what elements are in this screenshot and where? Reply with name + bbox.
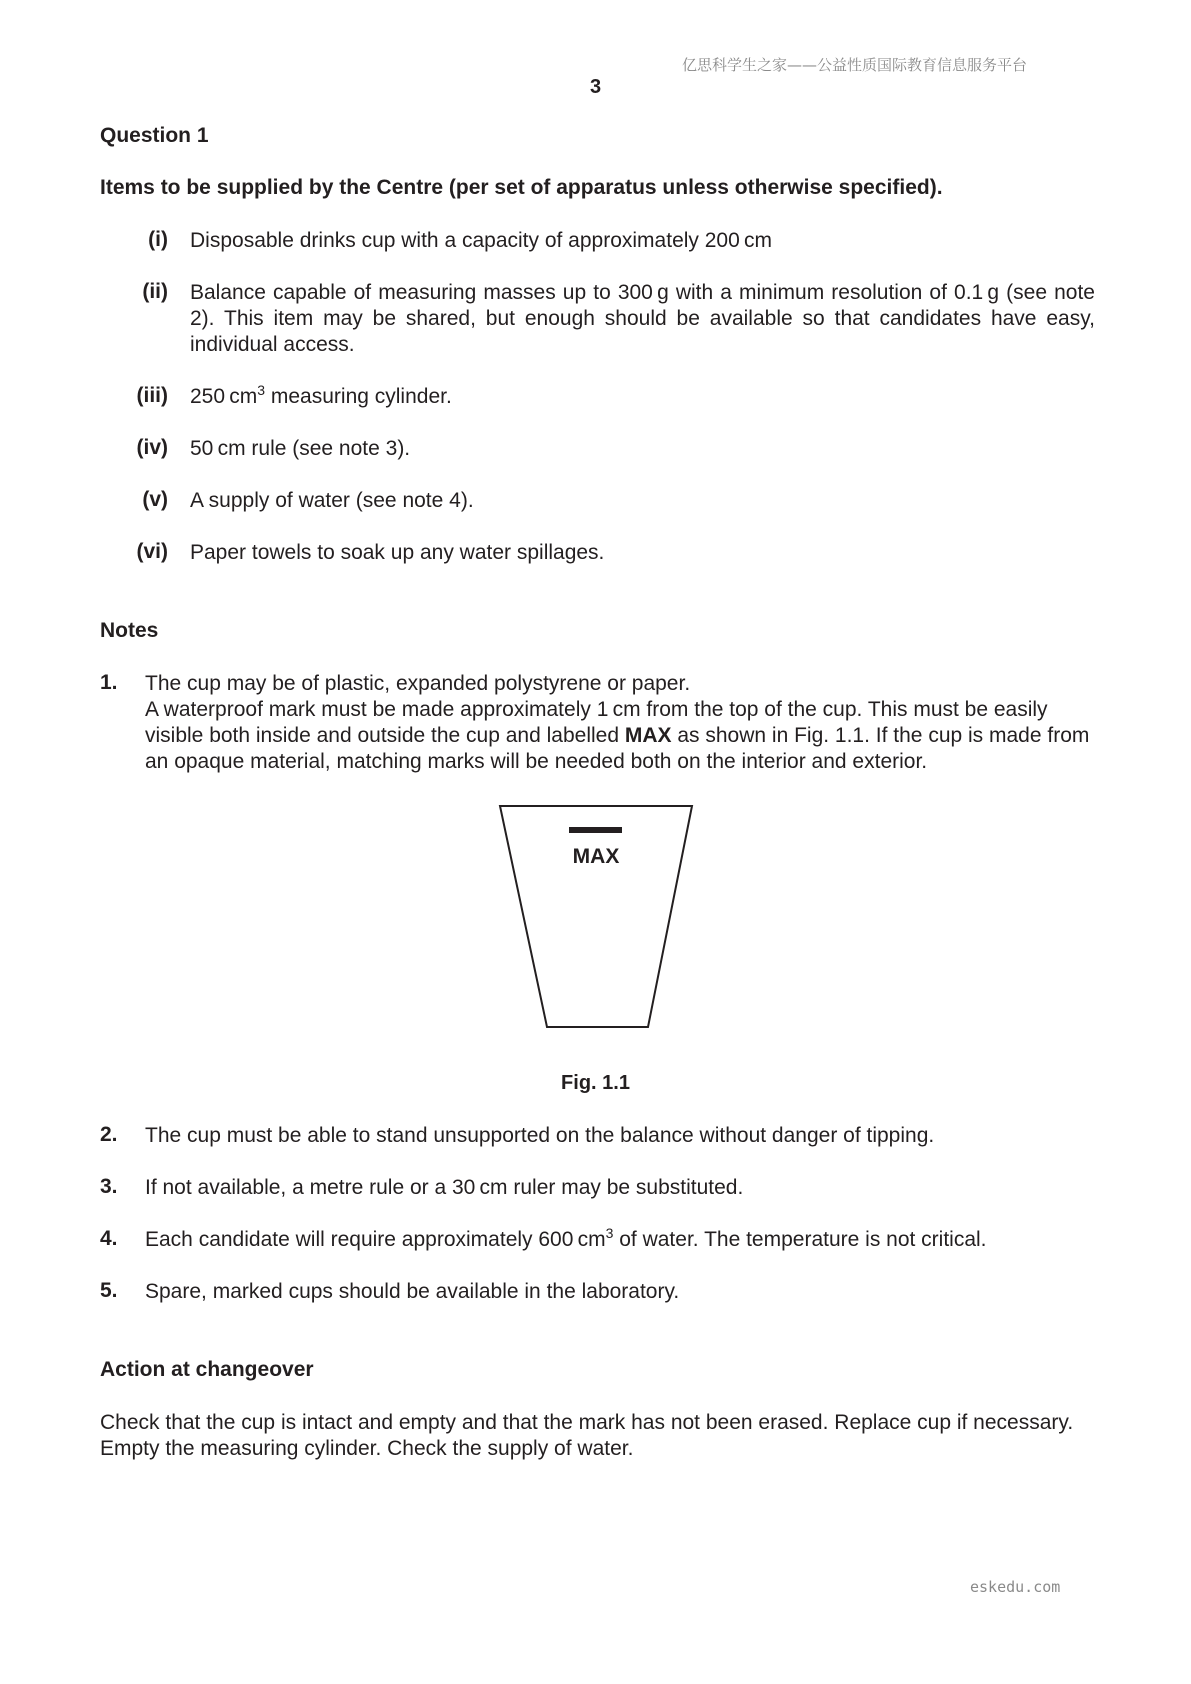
changeover-text: Check that the cup is intact and empty and that the mark has not been erased. Replace cup if necessary. Empty the measuring cylinder. Check the supply of water. [100,1411,1074,1460]
page-number: 3 [589,76,602,98]
cup-diagram [490,795,702,1035]
note-1-text [145,671,1095,775]
changeover-heading: Action at changeover [100,1358,314,1381]
supply-heading: Items to be supplied by the Centre (per set of apparatus unless otherwise specified). [100,176,943,199]
note-1-max: MAX [624,724,672,747]
note-1-pre: A waterproof mark must be made approximately 1 cm from the top of the cup. This must be easily visible both inside and outside the cup and labelled [145,698,1048,747]
note-2-text: The cup must be able to stand unsupported on the balance without danger of tipping. [145,1124,935,1147]
item-text-iii-pre: 250 cm [190,385,258,408]
note-1-line1: The cup may be of plastic, expanded polystyrene or paper. [145,672,691,695]
note-1-post: as shown in Fig. 1.1. If the cup is made from an opaque material, matching marks will be needed both on the interior and exterior. [145,724,1090,773]
max-label: MAX [572,845,620,868]
note-5-number: 5. [100,1279,118,1302]
cup-outline [500,806,692,1027]
notes-heading: Notes [100,619,159,642]
note-4-pre: Each candidate will require approximately 600 cm [145,1228,606,1251]
max-mark-line [569,827,622,833]
note-4-superscript: 3 [605,1225,614,1241]
footer-site: eskedu.com [970,1578,1061,1596]
figure-caption: Fig. 1.1 [561,1072,630,1094]
item-label-v: (v) [142,488,168,511]
item-label-iv: (iv) [136,436,168,459]
item-text-iii [190,384,1095,410]
item-label-iii: (iii) [136,384,168,407]
superscript-3: 3 [257,382,266,398]
watermark-text: 亿思科学生之家——公益性质国际教育信息服务平台 [682,56,1028,74]
note-4-post: of water. The temperature is not critical. [613,1228,987,1251]
item-label-ii: (ii) [142,280,168,303]
item-text-i: Disposable drinks cup with a capacity of approximately 200 cm [190,229,772,252]
note-3-text: If not available, a metre rule or a 30 cm ruler may be substituted. [145,1176,744,1199]
item-label-i: (i) [148,228,168,251]
note-2-number: 2. [100,1123,118,1146]
item-text-v: A supply of water (see note 4). [190,489,474,512]
note-1-body [145,697,1095,775]
item-text-iv: 50 cm rule (see note 3). [190,437,411,460]
note-3-number: 3. [100,1175,118,1198]
item-text-ii: Balance capable of measuring masses up to 300 g with a minimum resolution of 0.1 g (see note 2). This item may be shared, but enough should be available so that candidates have easy, individual access. [190,281,1095,356]
item-label-vi: (vi) [136,540,168,563]
item-text-iii-post: measuring cylinder. [265,385,452,408]
note-4-number: 4. [100,1227,118,1250]
note-4-text [145,1227,1095,1253]
question-title: Question 1 [100,124,209,147]
note-5-text: Spare, marked cups should be available in the laboratory. [145,1280,680,1303]
note-1-number: 1. [100,671,118,694]
item-text-vi: Paper towels to soak up any water spillages. [190,541,605,564]
